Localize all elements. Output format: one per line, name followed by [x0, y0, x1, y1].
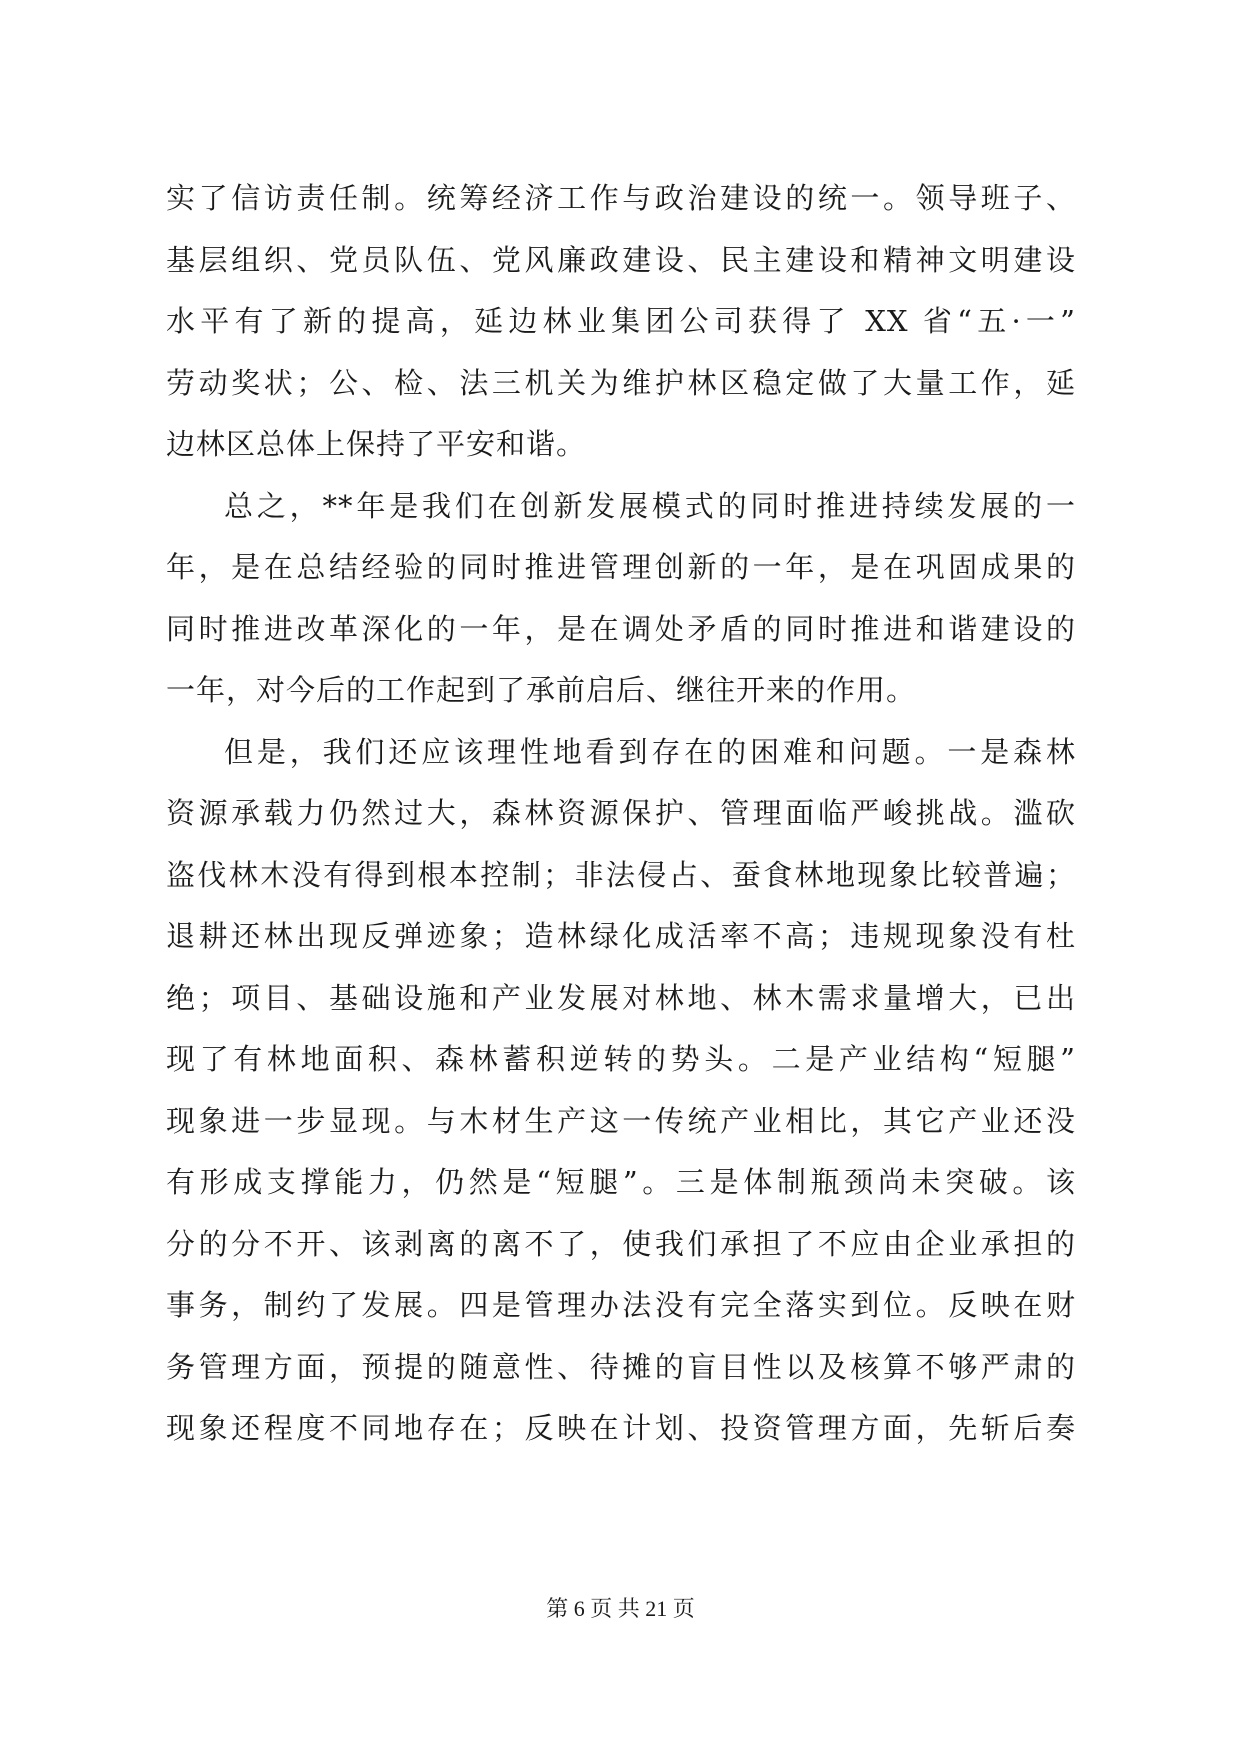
text-line: 有形成支撑能力，仍然是“短腿”。三是体制瓶颈尚未突破。该 — [166, 1165, 1076, 1199]
text-line: 同时推进改革深化的一年，是在调处矛盾的同时推进和谐建设的 — [166, 611, 1076, 646]
page-number-footer: 第 6 页 共 21 页 — [546, 1596, 695, 1621]
text-line: 绝；项目、基础设施和产业发展对林地、林木需求量增大，已出 — [166, 980, 1076, 1015]
text-line: 现象还程度不同地存在；反映在计划、投资管理方面，先斩后奏 — [166, 1411, 1076, 1445]
text-line: 一年，对今后的工作起到了承前启后、继往开来的作用。 — [166, 673, 917, 707]
text-line: 务管理方面，预提的随意性、待摊的盲目性以及核算不够严肃的 — [166, 1349, 1076, 1384]
text-line: 盗伐林木没有得到根本控制；非法侵占、蚕食林地现象比较普遍； — [166, 857, 1076, 892]
paragraph-3 — [166, 722, 1076, 1460]
paragraph-1 — [166, 168, 1076, 476]
text-line: 分的分不开、该剥离的离不了，使我们承担了不应由企业承担的 — [166, 1226, 1076, 1261]
text-line: 退耕还林出现反弹迹象；造林绿化成活率不高；违规现象没有杜 — [166, 919, 1076, 953]
text-line: 但是，我们还应该理性地看到存在的困难和问题。一是森林 — [224, 734, 1076, 769]
text-line: 事务，制约了发展。四是管理办法没有完全落实到位。反映在财 — [166, 1288, 1076, 1322]
text-line: 水平有了新的提高，延边林业集团公司获得了 XX 省“五·一” — [166, 304, 1076, 338]
text-line: 年，是在总结经验的同时推进管理创新的一年，是在巩固成果的 — [166, 550, 1076, 584]
text-line: 总之，**年是我们在创新发展模式的同时推进持续发展的一 — [224, 488, 1076, 523]
text-line: 资源承载力仍然过大，森林资源保护、管理面临严峻挑战。滥砍 — [166, 796, 1076, 830]
document-body — [166, 168, 1076, 1460]
text-line: 实了信访责任制。统筹经济工作与政治建设的统一。领导班子、 — [166, 181, 1076, 215]
text-line: 现了有林地面积、森林蓄积逆转的势头。二是产业结构“短腿” — [166, 1042, 1076, 1076]
paragraph-2 — [166, 476, 1076, 722]
text-line: 现象进一步显现。与木材生产这一传统产业相比，其它产业还没 — [166, 1103, 1076, 1138]
text-line: 基层组织、党员队伍、党风廉政建设、民主建设和精神文明建设 — [166, 242, 1076, 277]
text-line: 劳动奖状；公、检、法三机关为维护林区稳定做了大量工作，延 — [166, 365, 1076, 400]
text-line: 边林区总体上保持了平安和谐。 — [166, 427, 587, 461]
